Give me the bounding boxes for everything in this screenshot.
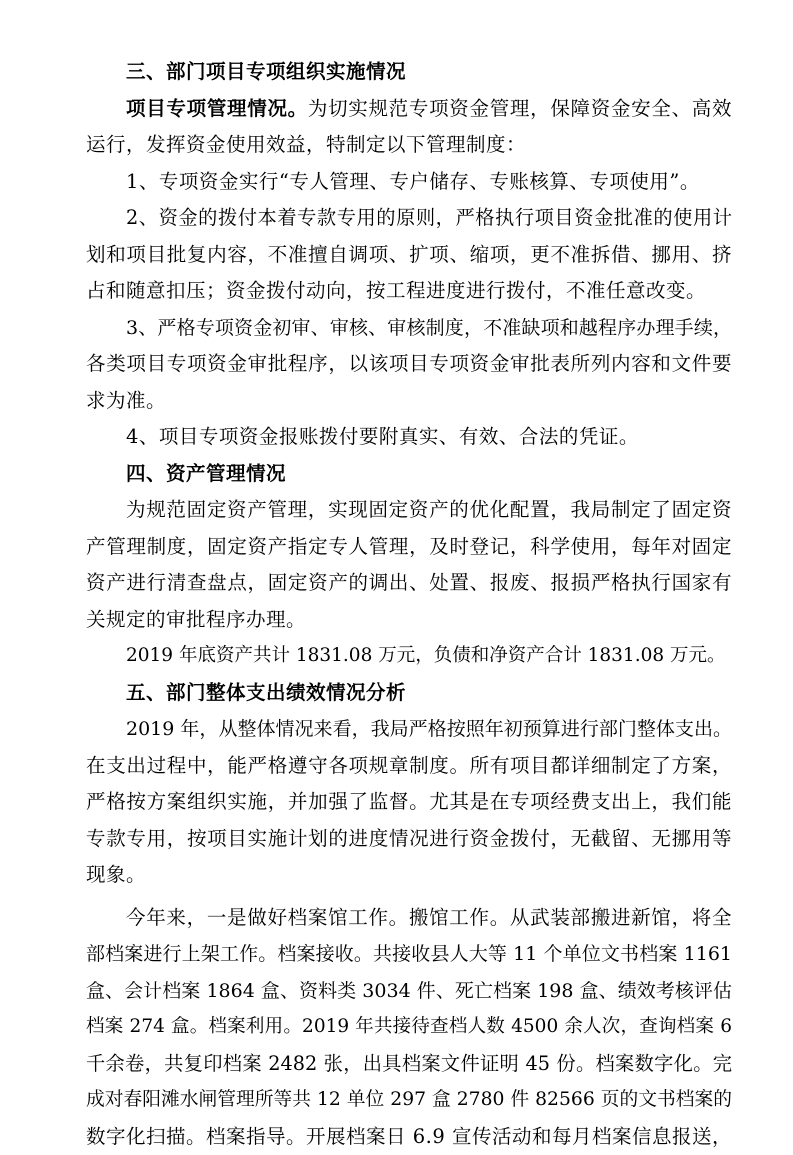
- section-5-paragraph-2-line-7: 数字化扫描。档案指导。开展档案日 6.9 宣传活动和每月档案信息报送，: [86, 1119, 732, 1155]
- section-5-paragraph-1-line-1: 2019 年，从整体情况来看，我局严格按照年初预算进行部门整体支出。: [86, 711, 732, 748]
- section-4-paragraph-1-line-4: 关规定的审批程序办理。: [86, 602, 732, 639]
- section-5-paragraph-2-line-1: 今年来，一是做好档案馆工作。搬馆工作。从武装部搬进新馆，将全: [86, 900, 732, 937]
- section-5-paragraph-1-line-2: 在支出过程中，能严格遵守各项规章制度。所有项目都详细制定了方案，: [86, 748, 732, 785]
- section-4-paragraph-1-line-2: 产管理制度，固定资产指定专人管理，及时登记，科学使用，每年对固定: [86, 529, 732, 566]
- section-3-paragraph-1-line-1: [86, 91, 732, 128]
- section-3-item-3-line-3: 求为准。: [86, 383, 732, 420]
- section-5-paragraph-2-line-4: 档案 274 盒。档案利用。2019 年共接待查档人数 4500 余人次，查询档案 6: [86, 1009, 732, 1046]
- section-3-item-2-line-1: 2、资金的拨付本着专款专用的原则，严格执行项目资金批准的使用计: [86, 200, 732, 237]
- section-4-paragraph-1-line-3: 资产进行清查盘点，固定资产的调出、处置、报废、报损严格执行国家有: [86, 565, 732, 602]
- section-5-paragraph-2-line-5: 千余卷，共复印档案 2482 张，出具档案文件证明 45 份。档案数字化。完: [86, 1046, 732, 1083]
- section-3-item-4: 4、项目专项资金报账拨付要附真实、有效、合法的凭证。: [86, 419, 732, 456]
- section-3-item-2-line-3: 占和随意扣压；资金拨付动向，按工程进度进行拨付，不准任意改变。: [86, 273, 732, 310]
- section-5-heading: 五、部门整体支出绩效情况分析: [86, 675, 732, 712]
- section-4-paragraph-1-line-1: 为规范固定资产管理，实现固定资产的优化配置，我局制定了固定资: [86, 492, 732, 529]
- section-3-item-3-line-1: 3、严格专项资金初审、审核、审核制度，不准缺项和越程序办理手续，: [86, 310, 732, 347]
- section-5-paragraph-2-line-3: 盒、会计档案 1864 盒、资料类 3034 件、死亡档案 198 盒、绩效考核评估: [86, 973, 732, 1010]
- section-5-paragraph-2-line-6: 成对春阳滩水闸管理所等共 12 单位 297 盒 2780 件 82566 页的文书档案的: [86, 1082, 732, 1119]
- section-4-heading: 四、资产管理情况: [86, 456, 732, 493]
- section-3-text: 为切实规范专项资金管理，保障资金安全、高效: [308, 97, 732, 120]
- section-4-paragraph-2: 2019 年底资产共计 1831.08 万元，负债和净资产合计 1831.08 万元。: [86, 638, 732, 675]
- section-5-paragraph-1-line-3: 严格按方案组织实施，并加强了监督。尤其是在专项经费支出上，我们能: [86, 784, 732, 821]
- section-3-item-3-line-2: 各类项目专项资金审批程序，以该项目专项资金审批表所列内容和文件要: [86, 346, 732, 383]
- document-page: [86, 54, 732, 1155]
- section-5-paragraph-1-line-4: 专款专用，按项目实施计划的进度情况进行资金拨付，无截留、无挪用等: [86, 821, 732, 858]
- section-3-item-1: 1、专项资金实行“专人管理、专户储存、专账核算、专项使用”。: [86, 164, 732, 201]
- section-3-lead: 项目专项管理情况。: [126, 97, 308, 120]
- section-3-paragraph-1-line-2: 运行，发挥资金使用效益，特制定以下管理制度：: [86, 127, 732, 164]
- section-5-paragraph-1-line-5: 现象。: [86, 857, 732, 894]
- section-5-paragraph-2-line-2: 部档案进行上架工作。档案接收。共接收县人大等 11 个单位文书档案 1161: [86, 936, 732, 973]
- section-3-heading: 三、部门项目专项组织实施情况: [86, 54, 732, 91]
- section-3-item-2-line-2: 划和项目批复内容，不准擅自调项、扩项、缩项，更不准拆借、挪用、挤: [86, 237, 732, 274]
